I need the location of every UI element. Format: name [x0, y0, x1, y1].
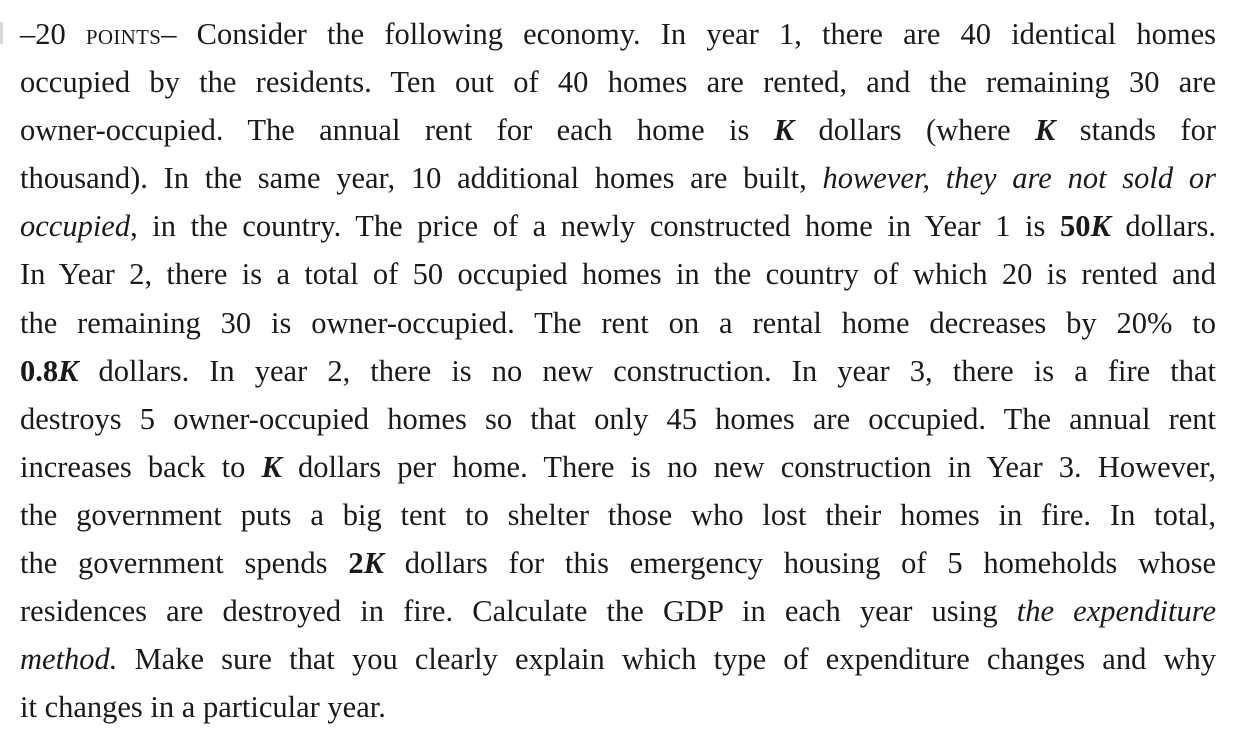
rent-number: 0.8 — [20, 353, 59, 388]
text-segment: dollars (where — [794, 113, 1036, 148]
text-segment: the government puts a big tent to shelter those who lost their homes in fire. In total, — [20, 497, 1216, 532]
text-segment: dollars. — [1110, 209, 1216, 244]
emphasis-text: occupied — [20, 209, 131, 244]
k-symbol: K — [773, 113, 795, 148]
k-symbol: K — [363, 546, 384, 581]
text-segment: residences are destroyed in fire. Calculate the GDP in each year using — [20, 594, 1017, 629]
line-1 — [20, 10, 1216, 58]
line-4 — [20, 154, 1216, 202]
line-10 — [20, 443, 1216, 491]
line-12 — [20, 539, 1216, 587]
line-6 — [20, 250, 1216, 298]
text-segment: Make sure that you clearly explain which type of expenditure changes and why — [117, 642, 1216, 677]
text-segment: the remaining 30 is owner-occupied. The rent on a rental home decreases by 20% to — [20, 305, 1216, 340]
k-symbol: K — [1090, 209, 1111, 244]
k-symbol: K — [261, 449, 282, 484]
line-7 — [20, 299, 1216, 347]
text-segment: increases back to — [20, 449, 262, 484]
emphasis-text: the expenditure — [1016, 594, 1216, 629]
text-segment: the government spends — [20, 546, 349, 581]
text-segment: occupied by the residents. Ten out of 40 homes are rented, and the remaining 30 are — [20, 65, 1216, 100]
line-3 — [20, 106, 1216, 154]
emphasis-text: however, they are not sold or — [822, 161, 1216, 196]
line-14 — [20, 635, 1216, 683]
line-13 — [20, 587, 1216, 635]
line-5 — [20, 202, 1216, 250]
text-segment: Consider the following economy. In year 1, there are 40 identical homes — [176, 17, 1217, 51]
text-segment: stands for — [1055, 113, 1216, 148]
points-dash: – — [161, 17, 177, 51]
spending-number: 2 — [348, 546, 364, 581]
k-symbol: K — [58, 353, 79, 388]
text-segment: dollars per home. There is no new construction in Year 3. However, — [281, 449, 1216, 484]
text-segment: In Year 2, there is a total of 50 occupied homes in the country of which 20 is rented and — [20, 257, 1216, 292]
line-8 — [20, 347, 1216, 395]
text-segment: , in the country. The price of a newly constructed home in Year 1 is — [130, 209, 1060, 244]
line-11 — [20, 491, 1216, 539]
line-15 — [20, 683, 1216, 731]
emphasis-text: method. — [20, 642, 118, 677]
text-segment: destroys 5 owner-occupied homes so that only 45 homes are occupied. The annual rent — [20, 401, 1216, 436]
line-9 — [20, 395, 1216, 443]
points-prefix: –20 — [20, 17, 66, 51]
k-symbol: K — [1035, 113, 1056, 148]
text-segment: it changes in a particular year. — [20, 690, 386, 725]
line-2 — [20, 58, 1216, 106]
text-segment: dollars for this emergency housing of 5 homeholds whose — [383, 546, 1216, 581]
problem-text — [20, 10, 1216, 731]
price-number: 50 — [1059, 209, 1091, 244]
points-label: points — [85, 17, 162, 51]
text-segment: dollars. In year 2, there is no new construction. In year 3, there is a fire that — [78, 353, 1216, 388]
text-segment: owner-occupied. The annual rent for each home is — [20, 113, 774, 148]
margin-mark — [0, 22, 3, 44]
text-segment: thousand). In the same year, 10 additional homes are built, — [20, 161, 823, 196]
